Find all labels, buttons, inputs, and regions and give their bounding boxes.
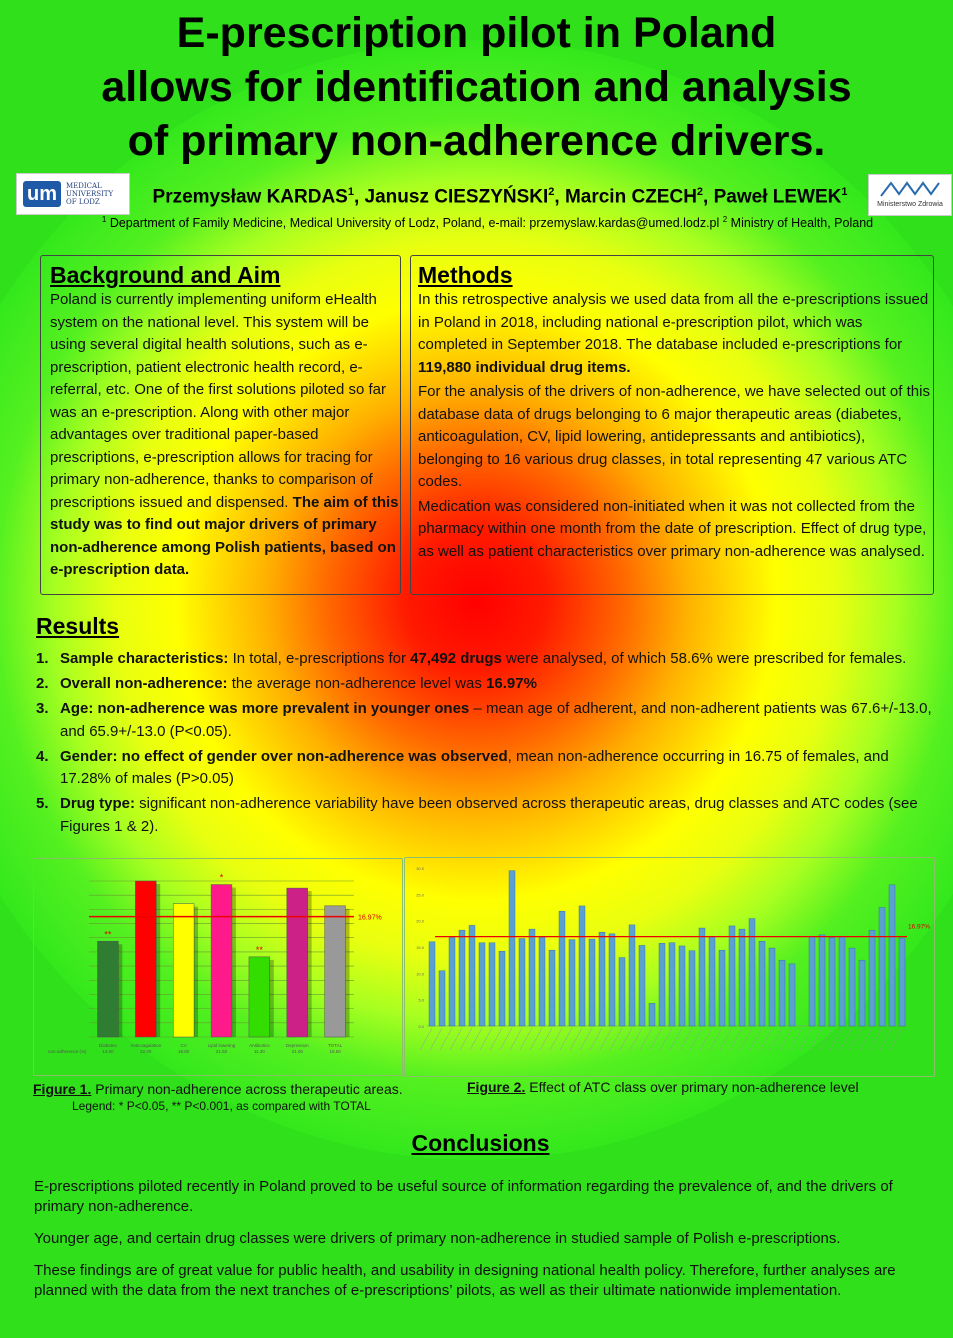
- x-tick-label: [600, 1028, 612, 1050]
- x-tick-label: [800, 1028, 812, 1050]
- y-tick-label: 10.0: [416, 971, 424, 977]
- bar-shadow: [308, 891, 312, 1037]
- author-name: Marcin CZECH: [564, 186, 697, 208]
- x-tick-label: [590, 1028, 602, 1050]
- title-line-1: E-prescription pilot in Poland: [176, 9, 777, 57]
- result-number: 2.: [36, 675, 49, 692]
- affil-sup-2: 2: [722, 215, 728, 224]
- methods-p1-text: In this retrospective analysis we used data from all the e-prescriptions issued in Poland in 2018, including national e-prescription pilot, which was completed in September 2018. The database included e-prescriptions for: [418, 291, 929, 353]
- x-tick-label: [700, 1028, 712, 1050]
- bar: [549, 950, 555, 1026]
- x-tick-label: [570, 1028, 582, 1050]
- result-bold: Overall non-adherence:: [60, 675, 228, 692]
- bar: [779, 960, 785, 1026]
- figure-2-chart: [404, 857, 935, 1077]
- bar: [469, 925, 475, 1026]
- bar: [499, 951, 505, 1026]
- category-label: Diabetes: [99, 1043, 117, 1048]
- methods-heading: Methods: [418, 262, 513, 288]
- result-text: [60, 673, 936, 696]
- category-label: Antibiotics: [249, 1043, 270, 1048]
- bar: [809, 936, 815, 1026]
- bar: [709, 936, 715, 1026]
- x-tick-label: [730, 1028, 742, 1050]
- title-line-2: allows for identification and analysis: [101, 63, 852, 111]
- x-tick-label: [580, 1028, 592, 1050]
- result-t1: , mean non-adherence occurring in 16.75 of females, and 17.28% of males (P>0.05): [60, 747, 889, 787]
- bar: [609, 934, 615, 1026]
- significance-marker: **: [255, 944, 263, 955]
- figure-2-caption: [467, 1079, 859, 1095]
- background-body: Poland is currently implementing uniform eHealth system on the national level. This system will be using several digital health solutions, such as e-prescription, patient electronic health record, e-referral, etc. One of the first solutions piloted so far was an e-prescription. Along with other major advantages over traditional paper-based prescriptions, e-prescription allows for tracing for primary non-adherence, thanks to comparison of prescriptions issued and dispensed.: [50, 291, 386, 511]
- bar: [559, 911, 565, 1026]
- bar: [98, 941, 119, 1037]
- x-tick-label: [610, 1028, 622, 1050]
- figure-1-caption-text: Primary non-adherence across therapeutic areas.: [91, 1081, 403, 1097]
- results-list: [36, 648, 936, 841]
- bar: [619, 958, 625, 1026]
- x-tick-label: [750, 1028, 762, 1050]
- result-item: [36, 793, 936, 838]
- x-tick-label: [760, 1028, 772, 1050]
- affil-sup-1: 1: [101, 215, 107, 224]
- author-sup: 1: [347, 186, 354, 198]
- bar: [249, 957, 270, 1037]
- y-tick-label: 30.0: [416, 866, 424, 871]
- bar: [669, 943, 675, 1026]
- category-label: Lipid lowering: [207, 1043, 236, 1048]
- bar-shadow: [156, 884, 160, 1037]
- y-tick-label: 15.0: [416, 945, 424, 950]
- bar: [789, 964, 795, 1026]
- x-tick-label: [880, 1028, 892, 1050]
- bar: [211, 885, 232, 1037]
- x-tick-label: [500, 1028, 512, 1050]
- bar: [719, 950, 725, 1026]
- x-tick-label: [490, 1028, 502, 1050]
- x-tick-label: [790, 1028, 802, 1050]
- bar: [659, 943, 665, 1026]
- figure-1-chart: [33, 858, 403, 1076]
- conclusions-heading: Conclusions: [411, 1130, 550, 1156]
- bar: [429, 942, 435, 1026]
- result-t2: were analysed, of which 58.6% were prescribed for females.: [501, 650, 907, 667]
- x-tick-label: [840, 1028, 852, 1050]
- conclusions-paragraph-1: E-prescriptions piloted recently in Poland proved to be useful source of information regarding the prevalence of, and the drivers of primary non-adherence.: [34, 1178, 893, 1215]
- value-label: 13.50: [102, 1049, 114, 1054]
- result-t1: significant non-adherence variability have been observed across therapeutic areas, drug classes and ATC codes (see Figures 1 & 2).: [60, 795, 918, 835]
- bar: [599, 932, 605, 1026]
- x-tick-label: [720, 1028, 732, 1050]
- value-label: 18.50: [329, 1049, 341, 1054]
- result-t1: In total, e-prescriptions for: [228, 650, 411, 667]
- background-heading: Background and Aim: [50, 262, 281, 288]
- bar: [859, 960, 865, 1026]
- bar: [879, 908, 885, 1027]
- author-name: Janusz CIESZYŃSKI: [364, 186, 549, 208]
- bar: [589, 939, 595, 1026]
- category-label: CV: [180, 1043, 187, 1048]
- row-label: non-adherence (%): [48, 1049, 87, 1054]
- y-tick-label: 5.0: [418, 997, 424, 1003]
- result-item: [36, 698, 936, 743]
- result-number: 5.: [36, 795, 49, 812]
- um-logo-mark: um: [23, 181, 61, 207]
- result-bold2: 47,492 drugs: [410, 650, 502, 667]
- author-name: Przemysław KARDAS: [152, 186, 348, 208]
- ministry-of-health-logo: [868, 174, 952, 216]
- x-tick-label: [510, 1028, 522, 1050]
- um-logo-text-3: OF LODZ: [66, 198, 100, 206]
- conclusions-paragraph-3: These findings are of great value for public health, and usability in designing national health policy. Therefore, further analyses are planned with the data from the next tranches of e-prescriptions’ pilots, as well as their ultimate nationwide implementation.: [34, 1262, 896, 1299]
- x-tick-label: [550, 1028, 562, 1050]
- x-tick-label: [560, 1028, 572, 1050]
- bar: [325, 906, 346, 1037]
- y-tick-label: 25.0: [416, 892, 424, 898]
- result-bold: Sample characteristics:: [60, 650, 229, 667]
- conclusions-paragraph-2: Younger age, and certain drug classes were drivers of primary non-adherence in studied sample of Polish e-prescriptions.: [34, 1230, 841, 1247]
- bar: [439, 971, 445, 1026]
- figure-1-svg: [34, 859, 402, 1075]
- x-tick-label: [850, 1028, 862, 1050]
- x-tick-label: [630, 1028, 642, 1050]
- value-label: 18.80: [178, 1049, 190, 1054]
- bar: [569, 940, 575, 1026]
- value-label: 22.00: [140, 1049, 152, 1054]
- medical-university-logo: [16, 173, 130, 215]
- reference-label: 16.97%: [358, 914, 382, 922]
- authors-line: Przemysław KARDAS$^1$, Janusz CIESZYŃSKI$^2$, Marcin CZECH$^2$, Paweł LEWEK$^1$: [152, 186, 848, 208]
- x-tick-label: [860, 1028, 872, 1050]
- conclusions-section: [34, 1177, 934, 1313]
- author-name: Paweł LEWEK: [713, 186, 842, 208]
- x-tick-label: [710, 1028, 722, 1050]
- bar: [759, 941, 765, 1026]
- value-label: 21.50: [215, 1049, 228, 1054]
- x-tick-label: [520, 1028, 532, 1050]
- x-tick-label: [640, 1028, 652, 1050]
- category-label: TOTAL: [328, 1043, 343, 1048]
- bar: [287, 888, 308, 1037]
- methods-paragraph-2: For the analysis of the drivers of non-adherence, we have selected out of this database data of drugs belonging to 6 major therapeutic areas (diabetes, anticoagulation, CV, lipid lowering, antidepressants and antibiotics), belonging to 16 various drug classes, in total representing 47 various ATC codes.: [418, 383, 930, 490]
- affiliations: [0, 215, 953, 230]
- x-tick-label: [680, 1028, 692, 1050]
- x-tick-label: [870, 1028, 882, 1050]
- bar: [173, 904, 194, 1037]
- title-line-3: of primary non-adherence drivers.: [127, 117, 826, 165]
- um-logo-text-2: UNIVERSITY: [66, 190, 114, 198]
- significance-marker: **: [104, 929, 112, 940]
- x-tick-label: [620, 1028, 632, 1050]
- result-item: [36, 746, 936, 791]
- bar-shadow: [270, 960, 274, 1037]
- x-tick-label: [810, 1028, 822, 1050]
- x-tick-label: [470, 1028, 482, 1050]
- result-item: [36, 673, 936, 696]
- result-text: [60, 698, 936, 743]
- result-t1: the average non-adherence level was: [227, 675, 487, 692]
- value-label: 21.00: [291, 1049, 303, 1054]
- result-number: 3.: [36, 700, 49, 717]
- bar: [579, 906, 585, 1026]
- um-logo-text-1: MEDICAL: [66, 182, 102, 190]
- x-tick-label: [530, 1028, 542, 1050]
- background-section: [40, 255, 401, 595]
- x-tick-label: [830, 1028, 842, 1050]
- result-bold2: 16.97%: [486, 675, 537, 692]
- result-number: 1.: [36, 650, 49, 667]
- x-tick-label: [660, 1028, 672, 1050]
- ministry-mark-icon: [875, 178, 945, 200]
- bar: [739, 929, 745, 1026]
- x-tick-label: [650, 1028, 662, 1050]
- figure-2-label: Figure 2.: [467, 1079, 526, 1095]
- bar-shadow: [118, 944, 122, 1037]
- bar: [529, 929, 535, 1026]
- bar: [869, 930, 875, 1026]
- figure-1-legend: Legend: * P<0.05, ** P<0.001, as compared with TOTAL: [72, 1099, 371, 1113]
- methods-section: [410, 255, 934, 595]
- result-text: [60, 793, 936, 838]
- bar: [849, 948, 855, 1026]
- background-aim: The aim of this study was to find out major drivers of primary non-adherence among Polish patients, based on e-prescription data.: [50, 493, 399, 578]
- bar: [459, 930, 465, 1026]
- bar: [889, 885, 895, 1026]
- bar: [449, 938, 455, 1026]
- x-tick-label: [480, 1028, 492, 1050]
- result-text: [60, 648, 936, 671]
- y-tick-label: 20.0: [416, 918, 424, 924]
- bar: [689, 951, 695, 1026]
- y-tick-label: 0.0: [418, 1024, 424, 1029]
- result-bold: Age: non-adherence was more prevalent in younger ones: [60, 700, 470, 717]
- figure-1-label: Figure 1.: [33, 1081, 92, 1097]
- value-label: 11.30: [253, 1049, 265, 1054]
- category-label: Anticoagulation: [130, 1043, 162, 1048]
- reference-label: 16.97%: [908, 923, 931, 931]
- category-label: Depression: [285, 1043, 309, 1048]
- result-text: [60, 746, 936, 791]
- bar: [829, 938, 835, 1026]
- bar: [519, 939, 525, 1026]
- figure-1-caption: [33, 1081, 403, 1097]
- result-number: 4.: [36, 747, 49, 765]
- x-tick-label: [820, 1028, 832, 1050]
- x-tick-label: [780, 1028, 792, 1050]
- bar: [769, 948, 775, 1026]
- bar: [899, 938, 905, 1026]
- x-tick-label: [430, 1028, 442, 1050]
- bar: [539, 936, 545, 1026]
- results-heading: Results: [36, 613, 120, 639]
- bar-shadow: [232, 888, 236, 1037]
- ministry-logo-text: Ministerstwo Zdrowia: [877, 201, 943, 208]
- author-sup: 1: [841, 186, 848, 198]
- bar: [679, 946, 685, 1026]
- x-tick-label: [690, 1028, 702, 1050]
- result-t1: – mean age of adherent, and non-adherent patients was 67.6+/-13.0, and 65.9+/-13.0 (P<0.05).: [60, 700, 932, 740]
- affil-text-2: Ministry of Health, Poland: [727, 216, 874, 231]
- result-bold: Drug type:: [60, 795, 135, 812]
- methods-paragraph-3: Medication was considered non-initiated when it was not collected from the pharmacy within one month from the date of prescription. Effect of drug type, as well as patient characteristics over primary non-adherence was analysed.: [418, 497, 927, 560]
- um-logo-text: [66, 182, 113, 206]
- figure-2-caption-text: Effect of ATC class over primary non-adherence level: [525, 1079, 859, 1095]
- bar-shadow: [194, 907, 198, 1037]
- bar: [839, 936, 845, 1026]
- poster-title: [0, 6, 953, 168]
- bar: [629, 925, 635, 1026]
- bar: [509, 871, 515, 1026]
- bar: [639, 945, 645, 1026]
- significance-marker: *: [219, 872, 224, 883]
- x-tick-label: [460, 1028, 472, 1050]
- methods-paragraph-1: [418, 289, 933, 379]
- x-tick-label: [890, 1028, 902, 1050]
- x-tick-label: [670, 1028, 682, 1050]
- x-tick-label: [740, 1028, 752, 1050]
- x-tick-label: [420, 1028, 432, 1050]
- figure-2-svg: [405, 858, 934, 1076]
- bar: [749, 919, 755, 1026]
- bar: [135, 881, 156, 1037]
- author-sup: 2: [696, 186, 704, 198]
- author-sup: 2: [548, 186, 555, 198]
- bar-shadow: [345, 909, 349, 1037]
- result-item: [36, 648, 936, 671]
- bar: [649, 1003, 655, 1026]
- result-bold: Gender: no effect of gender over non-adherence was observed: [60, 747, 508, 765]
- bar: [489, 943, 495, 1026]
- x-tick-label: [770, 1028, 782, 1050]
- background-text: [50, 289, 400, 582]
- bar: [729, 926, 735, 1026]
- x-tick-label: [450, 1028, 462, 1050]
- methods-p1-bold: 119,880 individual drug items.: [418, 358, 631, 376]
- x-tick-label: [540, 1028, 552, 1050]
- affil-text-1: Department of Family Medicine, Medical University of Lodz, Poland, e-mail: przemyslaw.kardas@umed.lodz.pl: [106, 216, 723, 231]
- bar: [699, 928, 705, 1026]
- x-tick-label: [440, 1028, 452, 1050]
- bar: [819, 935, 825, 1026]
- bar: [479, 943, 485, 1026]
